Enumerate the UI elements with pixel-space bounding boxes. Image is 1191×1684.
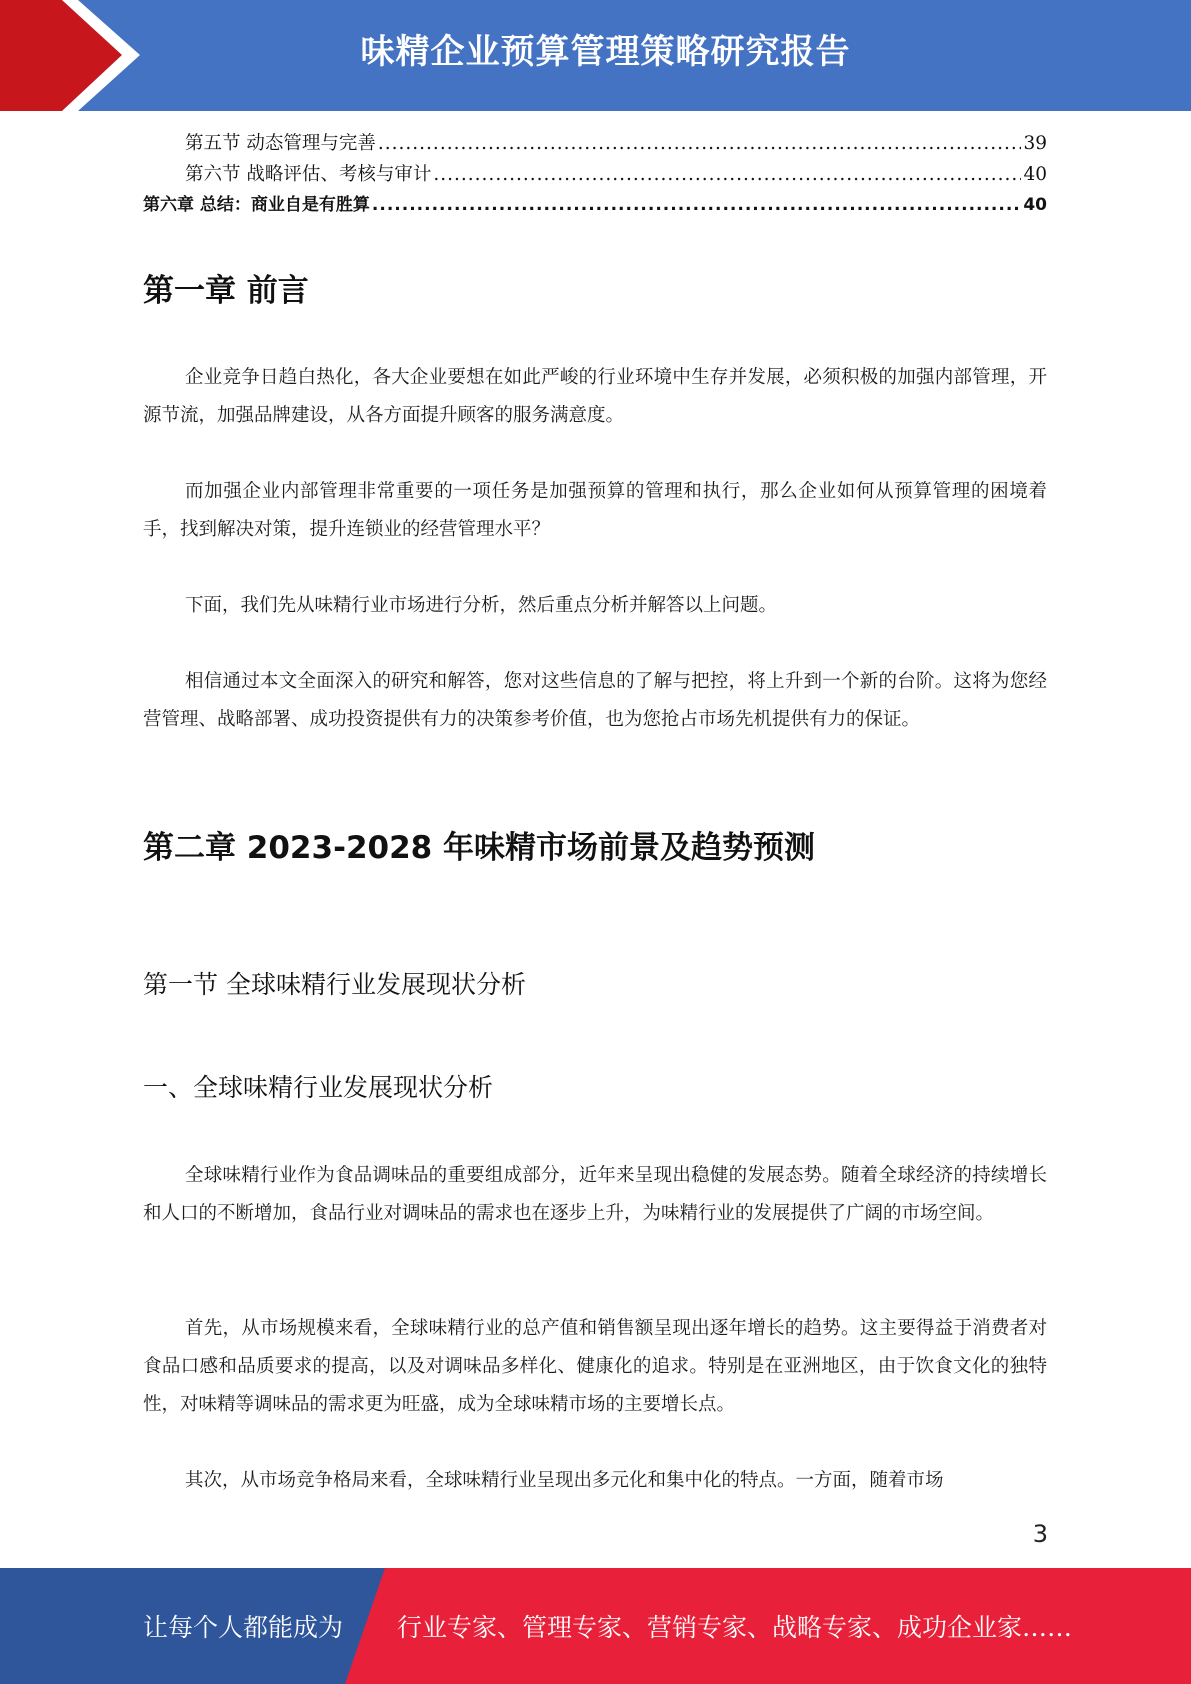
body-paragraph: 相信通过本文全面深入的研究和解答，您对这些信息的了解与把控，将上升到一个新的台阶。这将为您经营管理、战略部署、成功投资提供有力的决策参考价值，也为您抢占市场先机提供有力的保证。 bbox=[143, 671, 1047, 730]
subsection-heading: 一、全球味精行业发展现状分析 bbox=[143, 1073, 494, 1102]
body-paragraph: 企业竞争日趋白热化，各大企业要想在如此严峻的行业环境中生存并发展，必须积极的加强内部管理，开源节流，加强品牌建设，从各方面提升顾客的服务满意度。 bbox=[143, 367, 1047, 426]
toc-leader-dots bbox=[372, 190, 1021, 221]
toc-entry-label: 第五节 动态管理与完善 bbox=[185, 133, 376, 154]
toc-entry-label: 第六章 总结：商业自是有胜算 bbox=[143, 195, 370, 215]
toc-entry-page: 40 bbox=[1023, 195, 1047, 215]
body-paragraph: 而加强企业内部管理非常重要的一项任务是加强预算的管理和执行，那么企业如何从预算管理的困境着手，找到解决对策，提升连锁业的经营管理水平？ bbox=[143, 481, 1047, 540]
body-paragraph: 首先，从市场规模来看，全球味精行业的总产值和销售额呈现出逐年增长的趋势。这主要得益于消费者对食品口感和品质要求的提高，以及对调味品多样化、健康化的追求。特别是在亚洲地区，由于饮食文化的独特性，对味精等调味品的需求更为旺盛，成为全球味精市场的主要增长点。 bbox=[143, 1318, 1047, 1415]
body-paragraph: 全球味精行业作为食品调味品的重要组成部分，近年来呈现出稳健的发展态势。随着全球经济的持续增长和人口的不断增加，食品行业对调味品的需求也在逐步上升，为味精行业的发展提供了广阔的市场空间。 bbox=[143, 1165, 1047, 1224]
page-footer bbox=[0, 1568, 1191, 1684]
toc-entry-page: 40 bbox=[1023, 164, 1047, 185]
footer-slogan-left: 让每个人都能成为 bbox=[143, 1613, 344, 1642]
toc-entry[interactable] bbox=[143, 128, 1047, 159]
toc-entry[interactable] bbox=[143, 159, 1047, 190]
table-of-contents bbox=[143, 128, 1047, 221]
section-heading: 第一节 全球味精行业发展现状分析 bbox=[143, 970, 526, 999]
chapter-heading: 第二章 2023-2028 年味精市场前景及趋势预测 bbox=[143, 830, 816, 866]
toc-entry-page: 39 bbox=[1023, 133, 1047, 154]
document-title: 味精企业预算管理策略研究报告 bbox=[360, 32, 851, 72]
footer-slogan-right: 行业专家、管理专家、营销专家、战略专家、成功企业家…… bbox=[397, 1613, 1073, 1642]
toc-entry-label: 第六节 战略评估、考核与审计 bbox=[185, 164, 432, 185]
page-number: 3 bbox=[1032, 1520, 1048, 1548]
toc-leader-dots bbox=[433, 159, 1021, 190]
toc-leader-dots bbox=[378, 128, 1022, 159]
chapter-heading: 第一章 前言 bbox=[143, 273, 309, 309]
toc-entry[interactable] bbox=[143, 190, 1047, 221]
body-paragraph: 下面，我们先从味精行业市场进行分析，然后重点分析并解答以上问题。 bbox=[185, 595, 778, 616]
page-header bbox=[0, 0, 1191, 111]
body-paragraph: 其次，从市场竞争格局来看，全球味精行业呈现出多元化和集中化的特点。一方面，随着市场 bbox=[185, 1470, 944, 1491]
